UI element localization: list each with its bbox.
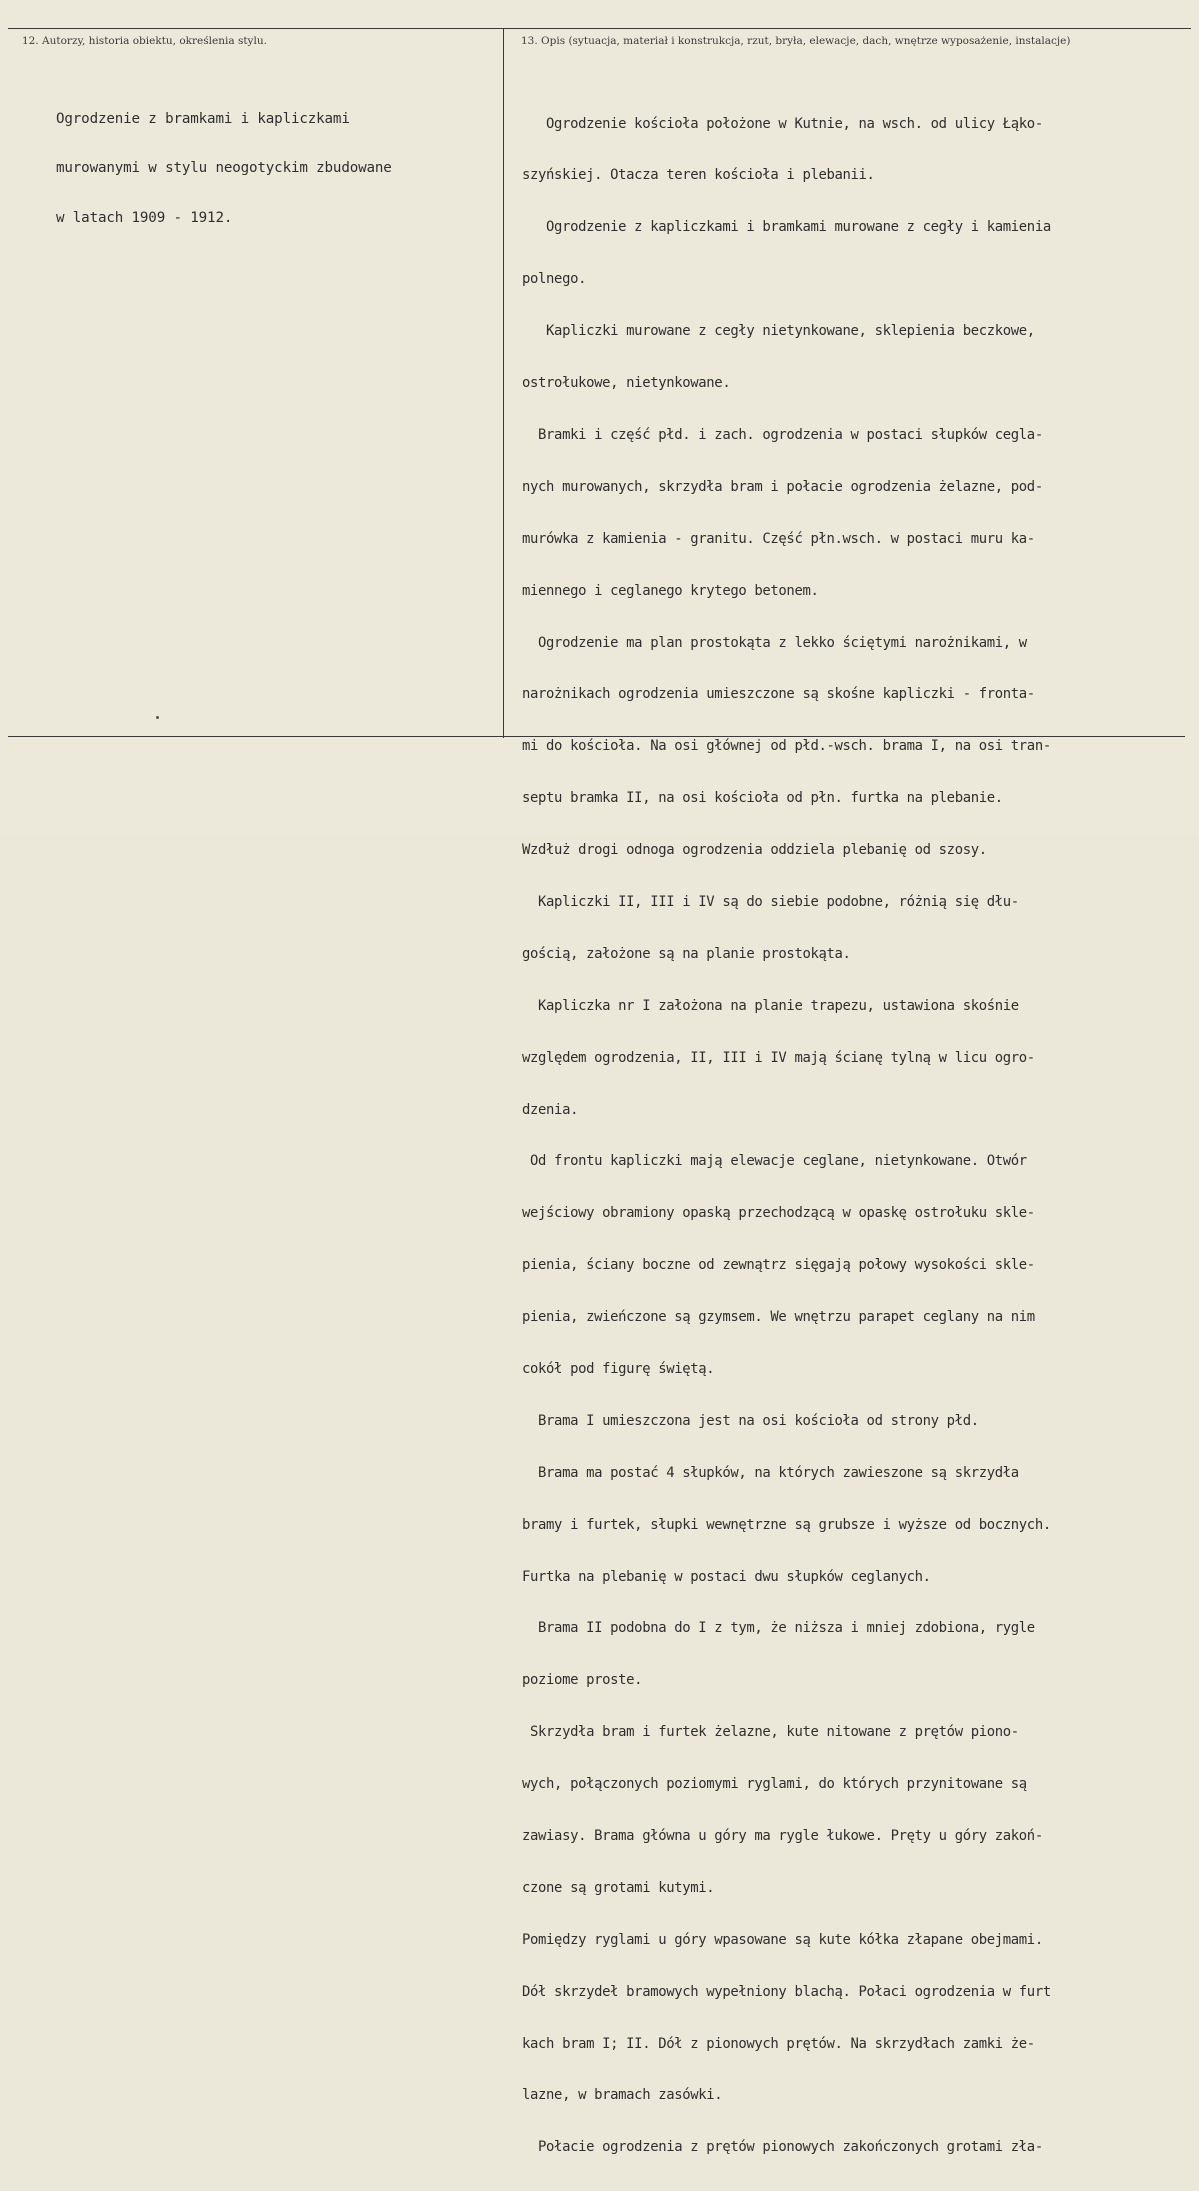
section-12-heading: 12. Autorzy, historia obiektu, określenia stylu. — [22, 35, 267, 47]
body-line: Bramki i część płd. i zach. ogrodzenia w postaci słupków cegla- — [522, 426, 1043, 443]
body-line: Ogrodzenie z kapliczkami i bramkami murowane z cegły i kamienia — [522, 219, 1051, 236]
body-line: Ogrodzenie kościoła położone w Kutnie, na wsch. od ulicy Łąko- — [522, 115, 1043, 132]
body-line: Od frontu kapliczki mają elewacje ceglane, nietynkowane. Otwór — [522, 1153, 1027, 1170]
body-line: polnego. — [522, 271, 587, 288]
body-line: w latach 1909 - 1912. — [56, 209, 233, 226]
body-line: pienia, zwieńczone są gzymsem. We wnętrzu parapet ceglany na nim — [522, 1309, 1035, 1326]
section-13-heading: 13. Opis (sytuacja, materiał i konstrukcja, rzut, bryła, elewacje, dach, wnętrze wyposażenie, instalacje) — [521, 35, 1071, 47]
body-line: poziome proste. — [522, 1672, 643, 1689]
top-rule — [8, 28, 1191, 29]
body-line: dzenia. — [522, 1101, 579, 1118]
body-line: wejściowy obramiony opaską przechodzącą w opaskę ostrołuku skle- — [522, 1205, 1035, 1222]
body-line: gością, założone są na planie prostokąta. — [522, 945, 851, 962]
body-line: wych, połączonych poziomymi ryglami, do których przynitowane są — [522, 1776, 1027, 1793]
body-line: nych murowanych, skrzydła bram i połacie ogrodzenia żelazne, pod- — [522, 478, 1043, 495]
section-13-body — [522, 81, 1194, 2191]
body-line: Ogrodzenie ma plan prostokąta z lekko ściętymi narożnikami, w — [522, 634, 1027, 651]
body-line: zawiasy. Brama główna u góry ma rygle łukowe. Pręty u góry zakoń- — [522, 1827, 1043, 1844]
body-line: murówka z kamienia - granitu. Część płn.wsch. w postaci muru ka- — [522, 530, 1035, 547]
body-line: Brama II podobna do I z tym, że niższa i mniej zdobiona, rygle — [522, 1620, 1035, 1637]
column-divider — [503, 28, 504, 738]
body-line: Ogrodzenie z bramkami i kapliczkami — [56, 111, 350, 127]
body-line: Dół skrzydeł bramowych wypełniony blachą. Połaci ogrodzenia w furt — [522, 1983, 1051, 2000]
body-line: względem ogrodzenia, II, III i IV mają ścianę tylną w licu ogro- — [522, 1049, 1035, 1066]
body-line: Kapliczki murowane z cegły nietynkowane, sklepienia beczkowe, — [522, 323, 1035, 340]
section-12-body — [56, 79, 392, 259]
body-line: narożnikach ogrodzenia umieszczone są skośne kapliczki - fronta- — [522, 686, 1035, 703]
pencil-dot-mark — [156, 716, 159, 719]
body-line: Kapliczki II, III i IV są do siebie podobne, różnią się dłu- — [522, 893, 1019, 910]
body-line: miennego i ceglanego krytego betonem. — [522, 582, 819, 599]
body-line: Wzdłuż drogi odnoga ogrodzenia oddziela plebanię od szosy. — [522, 842, 987, 859]
body-line: Brama ma postać 4 słupków, na których zawieszone są skrzydła — [522, 1464, 1019, 1481]
body-line: Brama I umieszczona jest na osi kościoła od strony płd. — [522, 1412, 979, 1429]
body-line: Kapliczka nr I założona na planie trapezu, ustawiona skośnie — [522, 997, 1019, 1014]
body-line: czone są grotami kutymi. — [522, 1879, 715, 1896]
body-line: cokół pod figurę świętą. — [522, 1360, 715, 1377]
body-line: Furtka na plebanię w postaci dwu słupków ceglanych. — [522, 1568, 931, 1585]
body-line: mi do kościoła. Na osi głównej od płd.-wsch. brama I, na osi tran- — [522, 738, 1051, 755]
body-line: Skrzydła bram i furtek żelazne, kute nitowane z prętów piono- — [522, 1724, 1019, 1741]
body-line: pienia, ściany boczne od zewnątrz sięgają połowy wysokości skle- — [522, 1257, 1035, 1274]
body-line: ostrołukowe, nietynkowane. — [522, 375, 731, 392]
body-line: lazne, w bramach zasówki. — [522, 2087, 723, 2104]
body-line: Pomiędzy ryglami u góry wpasowane są kute kółka złapane obejmami. — [522, 1931, 1043, 1948]
body-line: bramy i furtek, słupki wewnętrzne są grubsze i wyższe od bocznych. — [522, 1516, 1051, 1533]
body-line: kach bram I; II. Dół z pionowych prętów. Na skrzydłach zamki że- — [522, 2035, 1035, 2052]
body-line: Połacie ogrodzenia z prętów pionowych zakończonych grotami zła- — [522, 2139, 1043, 2156]
body-line: septu bramka II, na osi kościoła od płn. furtka na plebanie. — [522, 790, 1003, 807]
body-line: szyńskiej. Otacza teren kościoła i plebanii. — [522, 167, 875, 184]
body-line: murowanymi w stylu neogotyckim zbudowane — [56, 160, 392, 177]
